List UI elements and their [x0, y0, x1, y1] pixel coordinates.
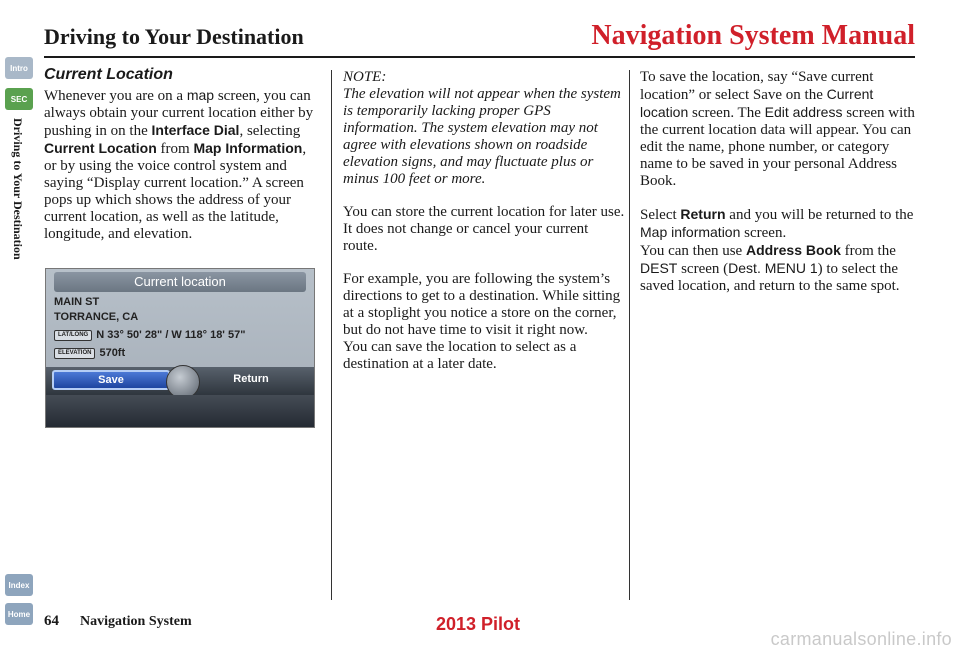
text: ) to select the saved location, and return to the same spot.: [640, 261, 900, 294]
latlong-tag: LAT/LONG: [54, 330, 92, 341]
text: , or by using the voice control system and saying “Display current location.” A screen pops up which shows the address of your current location, as well as the latitude, longitude, and elevation.: [44, 141, 307, 242]
current-location-term: Current Location: [44, 140, 157, 156]
note-label: NOTE:: [343, 69, 387, 85]
latlong-value: N 33° 50' 28" / W 118° 18' 57": [96, 329, 246, 341]
dial-knob-icon: [166, 365, 200, 399]
screen-title: Current location: [54, 272, 306, 292]
address-book-paragraph: [640, 242, 918, 295]
column-divider: [629, 70, 630, 600]
elevation-tag: ELEVATION: [54, 348, 95, 359]
note-text: The elevation will not appear when the system is temporarily lacking proper GPS information. The system elevation may not agree with elevations shown on roadside elevation signs, and may fluctuate plus or minus 100 feet or more.: [343, 86, 621, 187]
example-paragraph: For example, you are following the system’s directions to get to a destination. While sitting at a stoplight you notice a store on the corner, but do not have time to visit it right now.: [343, 271, 621, 338]
column-divider: [331, 70, 332, 600]
screen-save-button: Save: [52, 370, 170, 390]
manual-title: Navigation System Manual: [591, 20, 915, 51]
page-footer-title: Navigation System: [80, 614, 192, 629]
text: screen (: [677, 261, 729, 277]
elevation-value: 570ft: [99, 347, 126, 359]
current-location-heading: Current Location: [44, 66, 173, 83]
header-rule: [44, 56, 915, 58]
return-term: Return: [680, 206, 726, 222]
column-left: [44, 66, 318, 243]
model-label: 2013 Pilot: [436, 614, 521, 634]
index-tab[interactable]: Index: [5, 574, 33, 596]
interface-dial-term: Interface Dial: [151, 122, 240, 138]
sec-tab[interactable]: SEC: [5, 88, 33, 110]
text: screen, you can always obtain your current location either by pushing in on the: [44, 88, 314, 139]
text: To save the location, say “Save current location” or select Save on the: [640, 69, 874, 103]
section-title: Driving to Your Destination: [44, 24, 304, 49]
text: You can then use: [640, 243, 746, 259]
column-middle: [343, 69, 625, 373]
save-later-paragraph: You can save the location to select as a destination at a later date.: [343, 339, 577, 372]
return-paragraph: [640, 206, 918, 242]
current-location-screen-term: Current location: [640, 86, 874, 120]
page-number: 64: [44, 613, 59, 629]
screen-elevation-row: [54, 347, 125, 359]
address-book-term: Address Book: [745, 242, 841, 258]
column-right: [640, 69, 918, 295]
text: from the: [840, 243, 896, 259]
screen-address-line1: MAIN ST: [54, 296, 100, 308]
store-location-paragraph: You can store the current location for later use. It does not change or cancel your current route.: [343, 204, 625, 254]
text: screen.: [740, 225, 787, 241]
text: Whenever you are on a: [44, 88, 187, 104]
text: screen with the current location data will appear. You can edit the name, phone number, or category name to be saved in your personal Address Book.: [640, 105, 915, 189]
intro-tab[interactable]: Intro: [5, 57, 33, 79]
screen-address-line2: TORRANCE, CA: [54, 311, 139, 323]
map-information-screen-term: Map information: [640, 224, 741, 240]
home-tab[interactable]: Home: [5, 603, 33, 625]
dest-menu-term: Dest. MENU 1: [728, 260, 818, 276]
text: screen. The: [688, 105, 765, 121]
save-location-paragraph: [640, 69, 918, 190]
dest-term: DEST: [640, 260, 678, 276]
screen-bottom-bezel: [46, 395, 314, 428]
edit-address-term: Edit address: [764, 104, 843, 120]
watermark: carmanualsonline.info: [770, 629, 952, 649]
text: , selecting: [239, 123, 301, 139]
map-information-term: Map Information: [193, 140, 303, 156]
map-term: map: [186, 87, 215, 103]
screen-latlong-row: [54, 329, 245, 341]
text: from: [156, 141, 194, 157]
intro-paragraph: [44, 87, 318, 243]
side-section-title: Driving to Your Destination: [11, 118, 25, 260]
current-location-screen-image: [45, 268, 315, 428]
screen-return-button: Return: [233, 373, 269, 385]
text: and you will be returned to the: [725, 207, 914, 223]
text: Select: [640, 207, 681, 223]
